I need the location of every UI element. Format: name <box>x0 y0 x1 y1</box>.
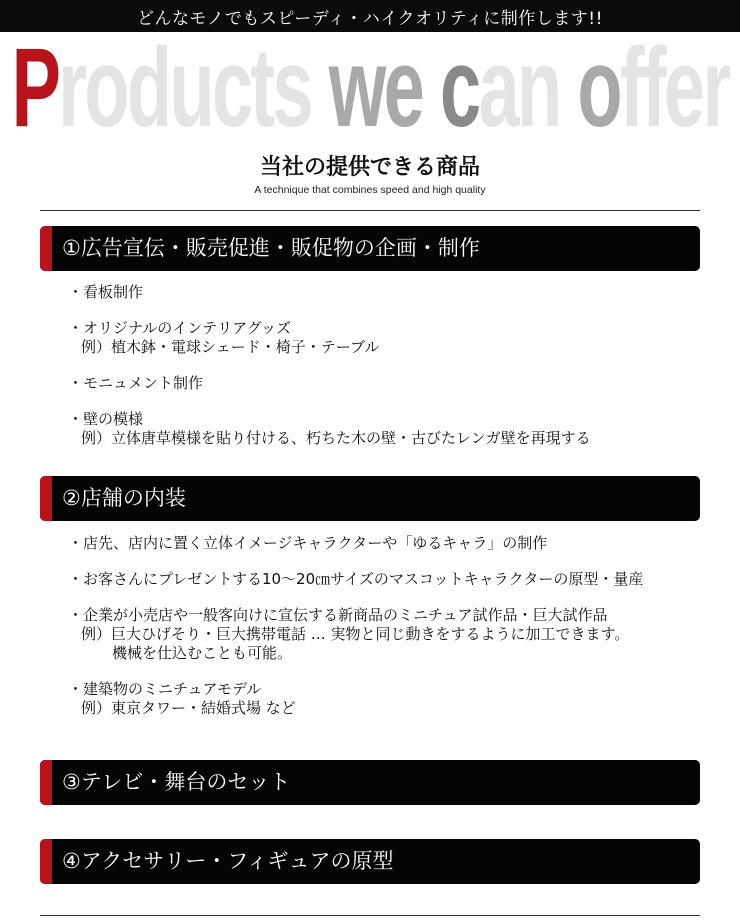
list-item-text: ・壁の模様 <box>68 410 144 428</box>
list-item <box>68 606 708 663</box>
section-list-1 <box>68 283 708 465</box>
list-item-example: 例）巨大ひげそり・巨大携帯電話 … 実物と同じ動きをするように加工できます。 <box>81 625 630 643</box>
list-item-note: 機械を仕込むことも可能。 <box>112 644 293 662</box>
list-item-text: ・企業が小売店や一般客向けに宣伝する新商品のミニチュア試作品・巨大試作品 <box>68 606 608 624</box>
section-list-2 <box>68 534 708 735</box>
list-item <box>68 570 708 589</box>
section-title-2: ②店舗の内装 <box>62 486 186 510</box>
section-bar-2 <box>40 476 700 521</box>
list-item-text: ・オリジナルのインテリアグッズ <box>68 319 292 337</box>
list-item <box>68 283 708 302</box>
hero-heading <box>0 25 740 150</box>
section-bar-3 <box>40 760 700 805</box>
list-item-text: ・お客さんにプレゼントする10～20㎝サイズのマスコットキャラクターの原型・量産 <box>68 570 644 588</box>
hero-part: o <box>577 25 620 150</box>
list-item-text: ・モニュメント制作 <box>68 374 204 392</box>
hero-part: c <box>439 25 479 150</box>
list-item-example: 例）植木鉢・電球シェード・椅子・テーブル <box>81 338 380 356</box>
hero-part: we <box>328 25 440 150</box>
section-title-4: ④アクセサリー・フィギュアの原型 <box>62 849 394 873</box>
divider-top <box>40 210 700 211</box>
list-item <box>68 410 708 448</box>
section-title-3: ③テレビ・舞台のセット <box>62 770 291 794</box>
hero-part: P <box>11 25 59 150</box>
section-accent <box>40 226 52 271</box>
page-tagline: A technique that combines speed and high quality <box>254 184 486 196</box>
section-bar-1 <box>40 226 700 271</box>
top-banner-text: どんなモノでもスピーディ・ハイクオリティに制作します!! <box>137 8 603 29</box>
divider-bottom <box>40 915 700 916</box>
section-accent <box>40 760 52 805</box>
list-item-text: ・建築物のミニチュアモデル <box>68 680 262 698</box>
list-item <box>68 374 708 393</box>
list-item-example: 例）東京タワー・結婚式場 など <box>81 699 296 717</box>
page-subtitle: 当社の提供できる商品 <box>259 155 480 180</box>
section-bar-4 <box>40 839 700 884</box>
hero-part: ffer <box>619 25 729 150</box>
list-item <box>68 319 708 357</box>
section-accent <box>40 839 52 884</box>
hero-part: an <box>478 25 578 150</box>
section-accent <box>40 476 52 521</box>
list-item <box>68 680 708 718</box>
section-title-1: ①広告宣伝・販売促進・販促物の企画・制作 <box>62 236 480 260</box>
list-item-text: ・看板制作 <box>68 283 144 301</box>
hero-part: roducts <box>58 25 329 150</box>
list-item-text: ・店先、店内に置く立体イメージキャラクターや「ゆるキャラ」の制作 <box>68 534 548 552</box>
list-item-example: 例）立体唐草模様を貼り付ける、朽ちた木の壁・古びたレンガ壁を再現する <box>81 429 591 447</box>
list-item <box>68 534 708 553</box>
hero-word <box>11 25 729 150</box>
